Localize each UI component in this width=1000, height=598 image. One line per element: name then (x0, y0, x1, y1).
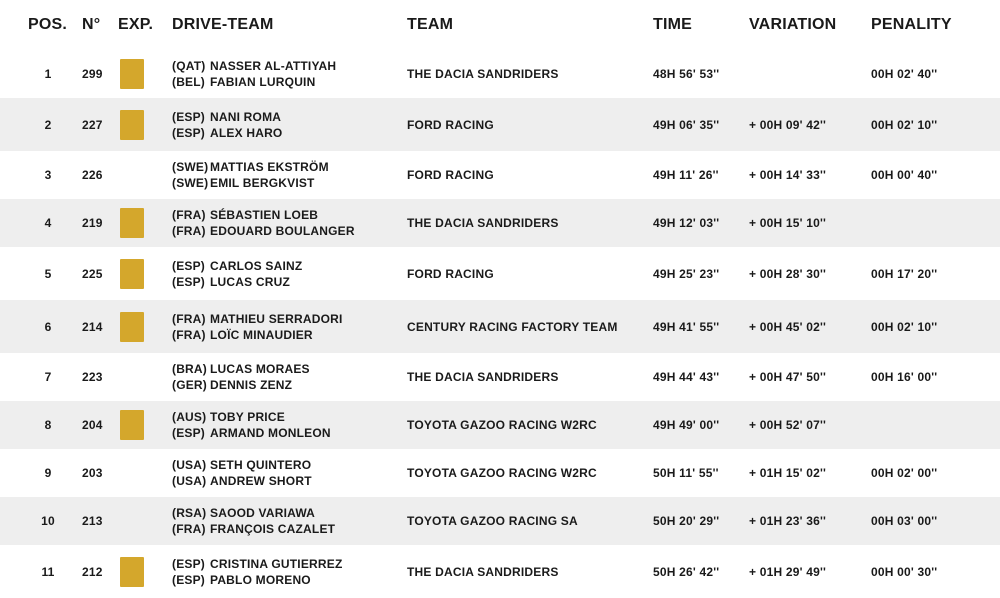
driver-nationality: (FRA) (172, 522, 206, 536)
team-cell: THE DACIA SANDRIDERS (407, 564, 559, 579)
expert-flag-icon (120, 59, 144, 89)
variation-cell: + 00H 09' 42'' (749, 117, 827, 132)
position-cell: 2 (44, 117, 52, 132)
team-cell: TOYOTA GAZOO RACING W2RC (407, 466, 597, 480)
driver-name: FABIAN LURQUIN (210, 75, 316, 89)
driver-nationality: (RSA) (172, 506, 207, 520)
expert-cell (116, 410, 166, 440)
drive-team-cell (172, 58, 408, 90)
table-row (0, 247, 1000, 300)
drive-team-cell (172, 505, 408, 537)
driver-line (172, 159, 408, 175)
header-team: TEAM (407, 16, 454, 33)
table-row (0, 401, 1000, 449)
car-number-cell: 204 (82, 418, 103, 432)
driver-nationality: (FRA) (172, 208, 206, 222)
position-cell: 9 (44, 466, 52, 480)
time-cell: 49H 49' 00'' (653, 418, 720, 432)
car-number-cell: 299 (82, 67, 103, 81)
driver-line (172, 274, 408, 290)
penality-cell: 00H 02' 00'' (871, 466, 938, 480)
driver-nationality: (ESP) (172, 426, 206, 440)
drive-team-cell (172, 159, 408, 191)
driver-nationality: (QAT) (172, 59, 206, 73)
driver-nationality: (ESP) (172, 556, 206, 571)
team-cell: THE DACIA SANDRIDERS (407, 67, 559, 81)
penality-cell: 00H 03' 00'' (871, 514, 938, 528)
expert-cell (116, 59, 166, 89)
variation-cell: + 00H 15' 10'' (749, 216, 827, 230)
position-cell: 1 (44, 67, 52, 81)
time-cell: 49H 06' 35'' (653, 117, 720, 132)
table-row (0, 353, 1000, 401)
table-body (0, 50, 1000, 598)
variation-cell: + 00H 28' 30'' (749, 266, 827, 281)
expert-cell (116, 208, 166, 238)
driver-name: MATTIAS EKSTRÖM (210, 160, 329, 174)
car-number-cell: 203 (82, 466, 103, 480)
position-cell: 3 (44, 168, 52, 182)
car-number-cell: 223 (82, 370, 103, 384)
penality-cell: 00H 02' 10'' (871, 117, 938, 132)
driver-name: TOBY PRICE (210, 410, 285, 424)
penality-cell: 00H 02' 10'' (871, 319, 938, 334)
expert-flag-icon (120, 557, 144, 587)
table-header (0, 0, 1000, 50)
driver-name: SÉBASTIEN LOEB (210, 208, 319, 222)
time-cell: 49H 44' 43'' (653, 370, 720, 384)
car-number-cell: 212 (82, 564, 103, 579)
driver-nationality: (AUS) (172, 410, 207, 424)
driver-nationality: (ESP) (172, 125, 206, 140)
penality-cell: 00H 02' 40'' (871, 67, 938, 81)
header-pos: POS. (28, 16, 68, 33)
position-cell: 8 (44, 418, 52, 432)
table-row (0, 151, 1000, 199)
table-row (0, 497, 1000, 545)
header-number: N° (82, 16, 101, 33)
position-cell: 5 (44, 266, 52, 281)
position-cell: 6 (44, 319, 52, 334)
driver-name: CRISTINA GUTIERREZ (210, 556, 343, 571)
driver-line (172, 125, 408, 141)
driver-nationality: (USA) (172, 458, 207, 472)
driver-nationality: (SWE) (172, 160, 209, 174)
table-row (0, 449, 1000, 497)
driver-name: DENNIS ZENZ (210, 378, 293, 392)
position-cell: 11 (41, 564, 55, 579)
driver-line (172, 521, 408, 537)
driver-name: SAOOD VARIAWA (210, 506, 316, 520)
driver-nationality: (GER) (172, 378, 207, 392)
driver-line (172, 175, 408, 191)
driver-nationality: (BRA) (172, 362, 207, 376)
time-cell: 49H 11' 26'' (653, 168, 719, 182)
drive-team-cell (172, 361, 408, 393)
drive-team-cell (172, 207, 408, 239)
driver-line (172, 409, 408, 425)
time-cell: 48H 56' 53'' (653, 67, 720, 81)
time-cell: 50H 26' 42'' (653, 564, 720, 579)
team-cell: THE DACIA SANDRIDERS (407, 216, 559, 230)
position-cell: 4 (44, 216, 52, 230)
driver-name: ANDREW SHORT (210, 474, 312, 488)
header-drive-team: DRIVE-TEAM (172, 16, 274, 33)
variation-cell: + 00H 52' 07'' (749, 418, 827, 432)
driver-nationality: (USA) (172, 474, 207, 488)
drive-team-cell (172, 457, 408, 489)
driver-name: ARMAND MONLEON (210, 426, 331, 440)
time-cell: 49H 41' 55'' (653, 319, 720, 334)
driver-line (172, 223, 408, 239)
penality-cell: 00H 16' 00'' (871, 370, 938, 384)
driver-line (172, 556, 408, 572)
team-cell: TOYOTA GAZOO RACING W2RC (407, 418, 597, 432)
expert-cell (116, 110, 166, 140)
driver-line (172, 361, 408, 377)
driver-name: NASSER AL-ATTIYAH (210, 59, 337, 73)
expert-flag-icon (120, 208, 144, 238)
driver-line (172, 74, 408, 90)
driver-line (172, 505, 408, 521)
header-penality: PENALITY (871, 16, 952, 33)
variation-cell: + 01H 23' 36'' (749, 514, 827, 528)
drive-team-cell (172, 258, 408, 290)
driver-name: MATHIEU SERRADORI (210, 311, 343, 326)
penality-cell: 00H 00' 40'' (871, 168, 938, 182)
drive-team-cell (172, 409, 408, 441)
driver-name: LUCAS CRUZ (210, 274, 290, 289)
driver-name: LOÏC MINAUDIER (210, 327, 313, 342)
table-row (0, 50, 1000, 98)
expert-cell (116, 312, 166, 342)
driver-line (172, 109, 408, 125)
table-row (0, 300, 1000, 353)
variation-cell: + 01H 29' 49'' (749, 564, 827, 579)
driver-nationality: (FRA) (172, 224, 206, 238)
driver-nationality: (ESP) (172, 274, 206, 289)
expert-cell (116, 259, 166, 289)
driver-name: PABLO MORENO (210, 572, 311, 587)
penality-cell: 00H 00' 30'' (871, 564, 938, 579)
car-number-cell: 214 (82, 319, 103, 334)
variation-cell: + 01H 15' 02'' (749, 466, 827, 480)
team-cell: THE DACIA SANDRIDERS (407, 370, 559, 384)
driver-nationality: (FRA) (172, 327, 206, 342)
time-cell: 49H 25' 23'' (653, 266, 720, 281)
driver-nationality: (SWE) (172, 176, 209, 190)
variation-cell: + 00H 47' 50'' (749, 370, 827, 384)
table-row (0, 199, 1000, 247)
expert-flag-icon (120, 312, 144, 342)
car-number-cell: 225 (82, 266, 103, 281)
driver-nationality: (FRA) (172, 311, 206, 326)
table-row (0, 98, 1000, 151)
driver-line (172, 377, 408, 393)
driver-name: SETH QUINTERO (210, 458, 312, 472)
team-cell: TOYOTA GAZOO RACING SA (407, 514, 578, 528)
header-variation: VARIATION (749, 16, 837, 33)
driver-name: EDOUARD BOULANGER (210, 224, 355, 238)
time-cell: 49H 12' 03'' (653, 216, 720, 230)
team-cell: FORD RACING (407, 117, 494, 132)
team-cell: CENTURY RACING FACTORY TEAM (407, 319, 618, 334)
header-expert: EXP. (118, 16, 154, 33)
driver-line (172, 327, 408, 343)
expert-cell (116, 557, 166, 587)
driver-name: NANI ROMA (210, 109, 282, 124)
driver-nationality: (ESP) (172, 258, 206, 273)
table-row (0, 545, 1000, 598)
driver-nationality: (BEL) (172, 75, 205, 89)
driver-name: ALEX HARO (210, 125, 283, 140)
driver-name: LUCAS MORAES (210, 362, 310, 376)
driver-nationality: (ESP) (172, 109, 206, 124)
driver-line (172, 457, 408, 473)
time-cell: 50H 20' 29'' (653, 514, 720, 528)
driver-name: EMIL BERGKVIST (210, 176, 315, 190)
driver-line (172, 473, 408, 489)
driver-line (172, 572, 408, 588)
driver-line (172, 58, 408, 74)
driver-line (172, 311, 408, 327)
driver-line (172, 425, 408, 441)
car-number-cell: 227 (82, 117, 103, 132)
drive-team-cell (172, 109, 408, 141)
driver-line (172, 258, 408, 274)
drive-team-cell (172, 556, 408, 588)
time-cell: 50H 11' 55'' (653, 466, 719, 480)
penality-cell: 00H 17' 20'' (871, 266, 938, 281)
car-number-cell: 219 (82, 216, 103, 230)
expert-flag-icon (120, 110, 144, 140)
driver-nationality: (ESP) (172, 572, 206, 587)
car-number-cell: 226 (82, 168, 103, 182)
variation-cell: + 00H 14' 33'' (749, 168, 827, 182)
driver-name: FRANÇOIS CAZALET (210, 522, 336, 536)
expert-flag-icon (120, 410, 144, 440)
drive-team-cell (172, 311, 408, 343)
expert-flag-icon (120, 259, 144, 289)
position-cell: 10 (41, 514, 55, 528)
driver-line (172, 207, 408, 223)
team-cell: FORD RACING (407, 168, 494, 182)
car-number-cell: 213 (82, 514, 103, 528)
driver-name: CARLOS SAINZ (210, 258, 303, 273)
team-cell: FORD RACING (407, 266, 494, 281)
header-time: TIME (653, 16, 693, 33)
position-cell: 7 (44, 370, 52, 384)
variation-cell: + 00H 45' 02'' (749, 319, 827, 334)
